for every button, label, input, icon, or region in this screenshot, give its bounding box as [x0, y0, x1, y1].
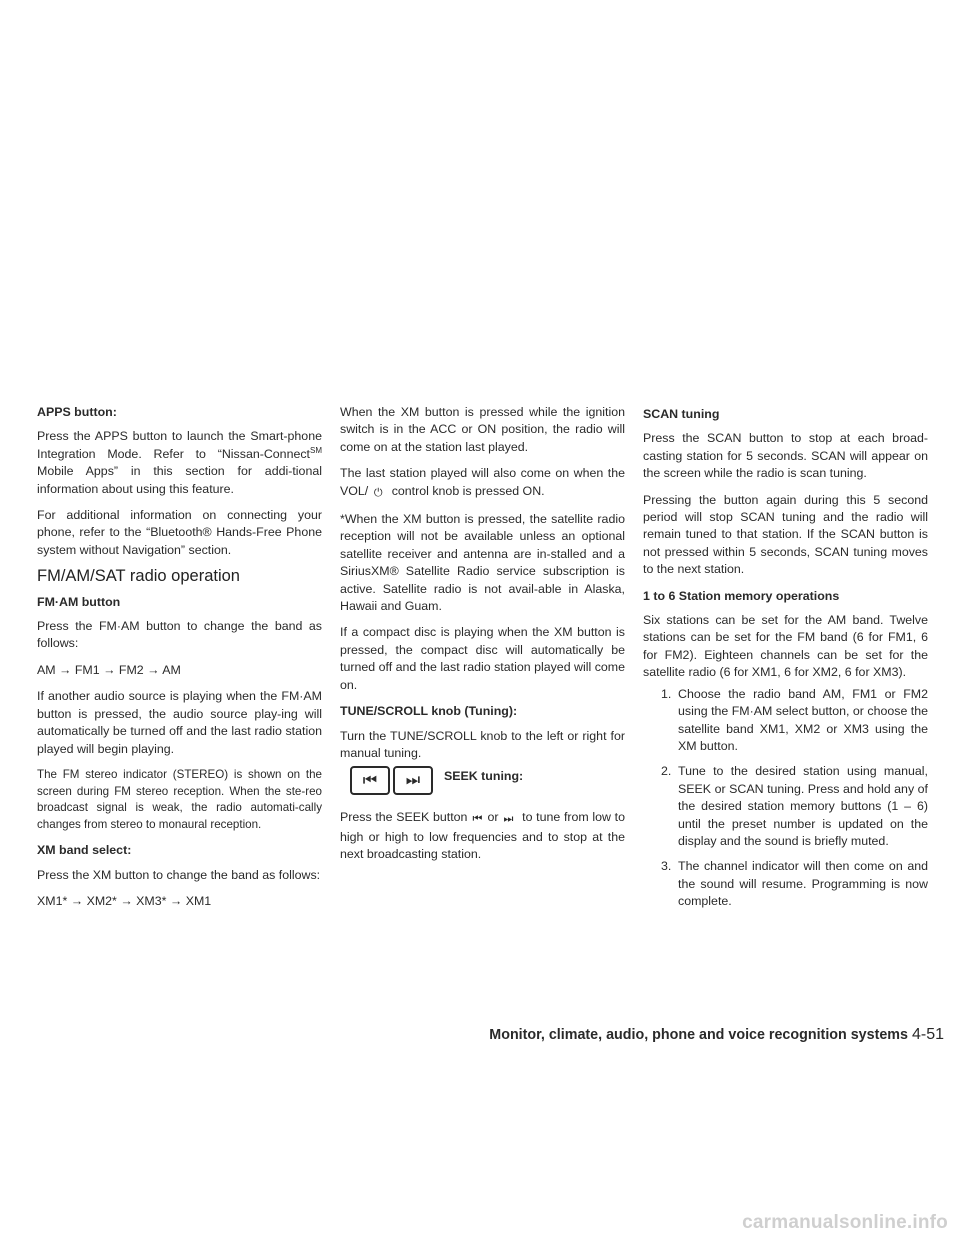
skip-back-icon: ⏮	[350, 766, 390, 795]
seek-buttons-figure	[350, 766, 625, 795]
satellite-note: *When the XM button is pressed, the satellite radio reception will not be available unless an optional satellite receiver and antenna are in-stalled and a SiriusXM® Satellite Radio service subscription is active. Satellite radio is not avail-able in Alaska, Hawaii and Guam.	[340, 512, 625, 614]
column-middle	[340, 404, 625, 873]
apps-heading: APPS button:	[37, 405, 117, 419]
xm-sequence: XM1* → XM2* → XM3* → XM1	[37, 894, 212, 909]
list-item: 3. The channel indicator will then come on and the sound will resume. Programming is now complete.	[661, 859, 928, 909]
skip-forward-icon: ⏭	[393, 766, 433, 795]
xm-heading: XM band select:	[37, 843, 132, 858]
fmam-heading: FM·AM button	[37, 594, 121, 609]
scan-paragraph-2: Pressing the button again during this 5 second period will stop SCAN tuning and the radio will remain tuned to that station. If the SCAN button is not pressed within 5 seconds, SCAN tuning moves to the next station.	[643, 492, 928, 577]
fmam-paragraph-1: Press the FM·AM button to change the band as follows:	[37, 619, 322, 651]
scan-paragraph-1: Press the SCAN button to stop at each broad-casting station for 5 seconds. SCAN will appear on the screen while the radio is scan tuning.	[643, 431, 928, 481]
fmam-paragraph-2: If another audio source is playing when the FM·AM button is pressed, the audio source play-ing will automatically be turned off and the last radio station played will begin playing.	[37, 689, 322, 756]
section-title: FM/AM/SAT radio operation	[37, 567, 240, 586]
tune-paragraph: Turn the TUNE/SCROLL knob to the left or right for manual tuning.	[340, 728, 625, 760]
tune-heading: TUNE/SCROLL knob (Tuning):	[340, 704, 518, 719]
skip-back-icon: ⏮	[472, 813, 483, 826]
power-icon: ⏻	[373, 486, 383, 499]
apps-paragraph-1: Press the APPS button to launch the Smart-phone Integration Mode. Refer to “Nissan-Connect℠ Mobile Apps” in this section for addi-tional information about using this feature.	[37, 429, 322, 496]
compact-disc-paragraph: If a compact disc is playing when the XM button is pressed, the compact disc will automatically be turned off and the last radio station played will come on.	[340, 625, 625, 692]
seek-label: SEEK tuning:	[444, 769, 524, 784]
skip-forward-icon: ⏭	[503, 813, 514, 826]
fmam-paragraph-3: The FM stereo indicator (STEREO) is shown on the screen during FM stereo reception. When the ste-reo broadcast signal is weak, the radio automati-cally changes from stereo to monaural reception.	[37, 767, 322, 831]
apps-paragraph-2: For additional information on connecting your phone, refer to the “Bluetooth® Hands-Free Phone system without Navigation” section.	[37, 508, 322, 557]
vol-paragraph: The last station played will also come on when the VOL/ ⏻ control knob is pressed ON.	[340, 465, 625, 502]
footer-title: Monitor, climate, audio, phone and voice recognition systems	[489, 1027, 908, 1043]
column-left	[37, 404, 322, 920]
xm-paragraph-1: Press the XM button to change the band as follows:	[37, 867, 321, 882]
fmam-sequence: AM → FM1 → FM2 → AM	[37, 662, 181, 677]
page-footer	[0, 1026, 944, 1044]
column-right	[643, 404, 928, 919]
memory-paragraph: Six stations can be set for the AM band. Twelve stations can be set for the FM band (6 for FM1, 6 for FM2). Eighteen channels can be set for the satellite radio (6 for XM1, 6 for XM2, 6 for XM3).	[643, 613, 928, 680]
seek-paragraph: Press the SEEK button ⏮ or ⏭ to tune from low to high or high to low frequencies and to stop at the next broadcasting station.	[340, 810, 626, 862]
watermark: carmanualsonline.info	[742, 1212, 948, 1233]
page-number: 4-51	[911, 1026, 944, 1043]
list-item: 2. Tune to the desired station using manual, SEEK or SCAN tuning. Press and hold any of the desired station memory buttons (1 – 6) until the preset number is updated on the display and the sound is briefly muted.	[661, 764, 928, 848]
memory-steps-list	[643, 686, 928, 911]
scan-heading: SCAN tuning	[643, 407, 720, 421]
list-item: 1. Choose the radio band AM, FM1 or FM2 using the FM·AM select button, or choose the satellite band XM1, XM2 or XM3 using the XM button.	[661, 686, 929, 753]
memory-heading: 1 to 6 Station memory operations	[643, 588, 840, 603]
xm-paragraph-2: When the XM button is pressed while the ignition switch is in the ACC or ON position, the radio will come on at the station last played.	[340, 405, 625, 454]
